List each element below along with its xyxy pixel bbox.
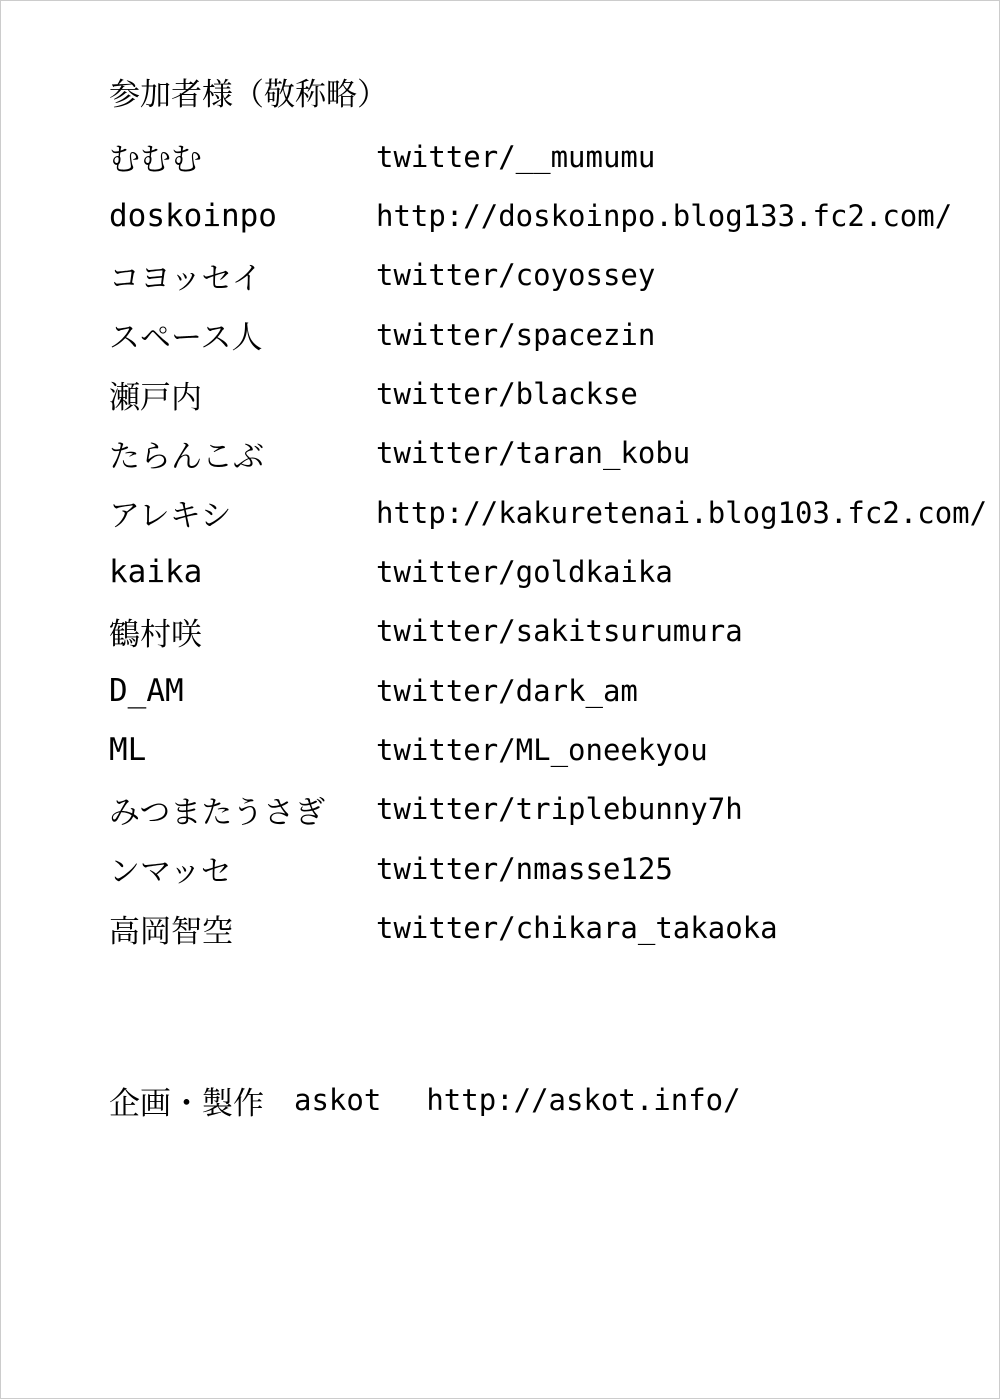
- participant-link: twitter/__mumumu: [376, 139, 656, 174]
- participant-name: 瀬戸内: [109, 379, 202, 416]
- participant-link: twitter/ML_oneekyou: [376, 733, 708, 768]
- participant-row: [109, 661, 989, 720]
- participant-name: コヨッセイ: [109, 260, 263, 297]
- participant-name: D_AM: [109, 672, 184, 709]
- participant-link: twitter/coyossey: [376, 258, 656, 293]
- participant-row: [109, 483, 989, 542]
- participant-name: ンマッセ: [109, 854, 232, 891]
- participant-link: twitter/sakitsurumura: [376, 614, 743, 649]
- participant-row: [109, 898, 989, 957]
- participant-name: みつまたうさぎ: [109, 794, 326, 831]
- participant-name: たらんこぶ: [109, 438, 264, 475]
- participant-row: [109, 186, 989, 245]
- participant-row: [109, 542, 989, 601]
- participant-row: [109, 780, 989, 839]
- footer-url: http://askot.info/: [426, 1083, 741, 1117]
- participant-row: [109, 602, 989, 661]
- participant-link: twitter/spacezin: [376, 317, 656, 352]
- participant-link: twitter/chikara_takaoka: [376, 911, 778, 946]
- participant-name: アレキシ: [109, 498, 232, 535]
- footer-producer-name: askot: [294, 1083, 382, 1117]
- participant-name: 鶴村咲: [109, 616, 202, 653]
- participant-name: doskoinpo: [109, 198, 277, 235]
- participant-row: [109, 839, 989, 898]
- participant-link: twitter/taran_kobu: [376, 436, 691, 471]
- footer-label: 企画・製作: [109, 1085, 264, 1122]
- participant-row: [109, 364, 989, 423]
- page-title: 参加者様（敬称略）: [109, 77, 388, 113]
- participant-link: http://kakuretenai.blog103.fc2.com/: [376, 495, 988, 530]
- participant-link: twitter/blackse: [376, 377, 638, 412]
- participant-link: twitter/nmasse125: [376, 851, 673, 886]
- participant-name: kaika: [109, 554, 203, 591]
- participant-link: twitter/goldkaika: [376, 555, 673, 590]
- participant-row: [109, 127, 989, 186]
- participant-link: http://doskoinpo.blog133.fc2.com/: [376, 199, 953, 234]
- participant-name: スペース人: [109, 320, 263, 357]
- participant-row: [109, 720, 989, 779]
- participant-row: [109, 246, 989, 305]
- participant-row: [109, 305, 989, 364]
- participant-name: むむむ: [109, 142, 202, 179]
- participant-name: 高岡智空: [109, 913, 233, 950]
- participant-name: ML: [109, 732, 147, 769]
- participant-link: twitter/triplebunny7h: [376, 792, 743, 827]
- participant-list: [109, 127, 989, 958]
- participant-row: [109, 424, 989, 483]
- participant-link: twitter/dark_am: [376, 673, 638, 708]
- footer-credit: [109, 1079, 741, 1121]
